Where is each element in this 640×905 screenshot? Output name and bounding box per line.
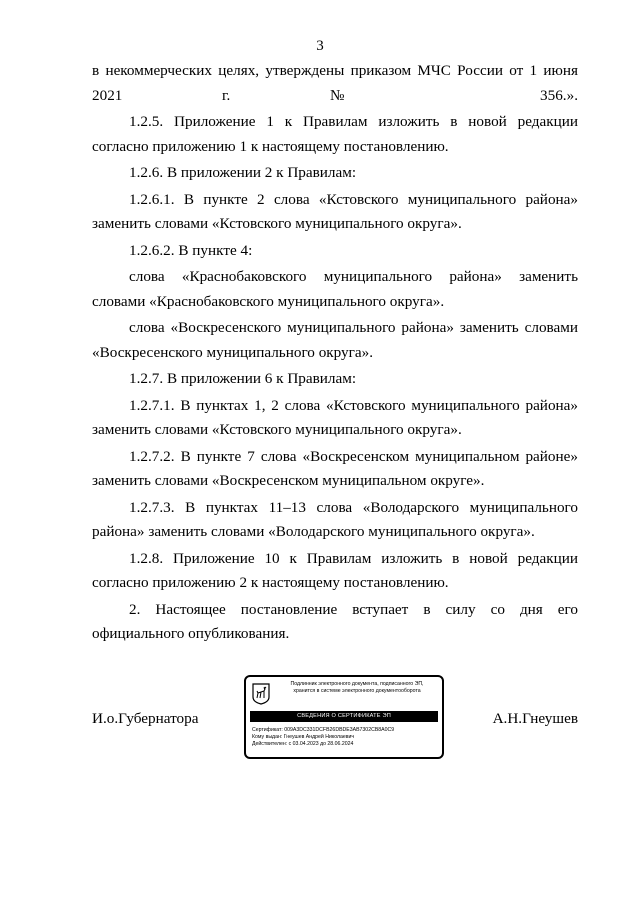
paragraph: 1.2.6. В приложении 2 к Правилам: <box>129 164 357 181</box>
issued-to-value: Гнеушев Андрей Николаевич <box>283 734 355 741</box>
signatory-name: А.Н.Гнеушев <box>492 710 578 727</box>
deer-emblem-icon <box>252 683 270 705</box>
certificate-label: Сертификат: <box>252 727 283 733</box>
paragraph: 1.2.7.3. В пунктах 11–13 слова «Володарского муниципального района» заменить словами «Володарского муниципального округа». <box>92 498 578 540</box>
signatory-position: И.о.Губернатора <box>92 710 199 727</box>
paragraph: 1.2.7.1. В пунктах 1, 2 слова «Кстовского муниципального района» заменить словами «Кстовского муниципального округа». <box>92 396 578 438</box>
stamp-note-line: Подлинник электронного документа, подписанного ЭП, <box>290 681 424 687</box>
stamp-note <box>274 681 440 694</box>
certificate-value: 009A3DC331DCFB26DBDE3AB7302CB8A0C9 <box>284 727 395 733</box>
paragraph: 1.2.8. Приложение 10 к Правилам изложить в новой редакции согласно приложению 2 к настоящему постановлению. <box>92 549 578 591</box>
paragraph: 1.2.5. Приложение 1 к Правилам изложить в новой редакции согласно приложению 1 к настоящему постановлению. <box>92 113 578 155</box>
issued-to-label: Кому выдан: <box>252 734 283 741</box>
validity-value: с 03.04.2023 до 28.06.2024 <box>288 741 354 748</box>
paragraph: слова «Воскресенского муниципального района» заменить словами «Воскресенского муниципального округа». <box>92 319 578 361</box>
validity-row <box>252 741 440 748</box>
paragraph: 1.2.7. В приложении 6 к Правилам: <box>129 370 357 387</box>
paragraph: 1.2.6.1. В пункте 2 слова «Кстовского муниципального района» заменить словами «Кстовского муниципального округа». <box>92 190 578 232</box>
document-body <box>92 59 578 649</box>
paragraph: 2. Настоящее постановление вступает в силу со дня его официального опубликования. <box>92 600 578 642</box>
paragraph: слова «Краснобаковского муниципального района» заменить словами «Краснобаковского муниципального округа». <box>92 268 578 310</box>
paragraph: 1.2.6.2. В пункте 4: <box>129 241 253 259</box>
electronic-signature-stamp <box>244 675 444 759</box>
page-number: 3 <box>316 38 324 54</box>
stamp-note-line: хранится в системе электронного документооборота <box>293 687 421 694</box>
certificate-details <box>252 727 440 749</box>
paragraph: 1.2.7.2. В пункте 7 слова «Воскресенском муниципальном районе» заменить словами «Воскресенском муниципальном округе». <box>92 447 578 489</box>
paragraph: в некоммерческих целях, утверждены приказом МЧС России от 1 июня 2021 г. № 356.». <box>92 62 578 104</box>
validity-label: Действителен: <box>252 741 288 748</box>
stamp-header: СВЕДЕНИЯ О СЕРТИФИКАТЕ ЭП <box>250 711 438 722</box>
